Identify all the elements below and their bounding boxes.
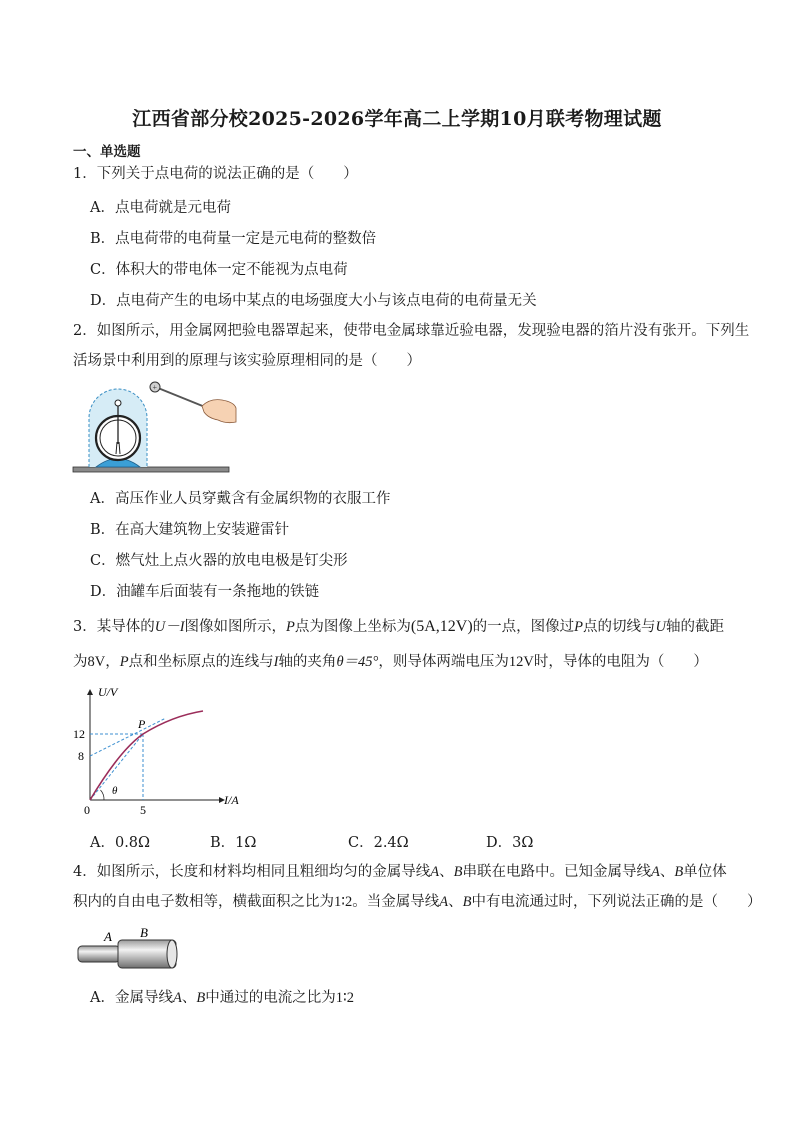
wire-a bbox=[78, 946, 120, 962]
wire-b-end bbox=[167, 940, 177, 968]
point-p-label: P bbox=[138, 717, 146, 731]
q3-option-d: D．3Ω bbox=[486, 835, 534, 851]
q3-stem-line2: 为8V，P点和坐标原点的连线与I轴的夹角θ＝45°，则导体两端电压为12V时，导体的电阻为（ ） bbox=[73, 654, 708, 670]
page-title: 江西省部分校2025-2026学年高二上学期10月联考物理试题 bbox=[132, 108, 662, 130]
q2-option-a: A．高压作业人员穿戴含有金属织物的衣服工作 bbox=[90, 491, 391, 507]
theta-label: θ bbox=[112, 785, 118, 797]
q3-option-a: A．0.8Ω bbox=[90, 835, 151, 851]
section-heading: 一、单选题 bbox=[73, 144, 141, 160]
q2-stem-line1: 2．如图所示，用金属网把验电器罩起来，使带电金属球靠近验电器，发现验电器的箔片没有张开。下列生 bbox=[73, 323, 750, 339]
ui-curve bbox=[90, 711, 203, 800]
ui-graph-figure bbox=[72, 680, 252, 820]
q2-option-d: D．油罐车后面装有一条拖地的铁链 bbox=[90, 584, 320, 600]
q4-stem-line2: 积内的自由电子数相等，横截面积之比为1∶2。当金属导线A、B中有电流通过时，下列说法正确的是（ ） bbox=[73, 894, 762, 910]
hand bbox=[202, 400, 236, 423]
q1-stem: 1．下列关于点电荷的说法正确的是（ ） bbox=[73, 166, 358, 182]
q2-option-b: B．在高大建筑物上安装避雷针 bbox=[90, 522, 290, 538]
q1-option-b: B．点电荷带的电荷量一定是元电荷的整数倍 bbox=[90, 231, 377, 247]
q2-stem-line2: 活场景中利用到的原理与该实验原理相同的是（ ） bbox=[73, 353, 421, 369]
wire-b-label: B bbox=[140, 925, 148, 940]
tick-label-12: 12 bbox=[73, 727, 85, 741]
q3-option-c: C．2.4Ω bbox=[348, 835, 409, 851]
q4-stem-line1: 4．如图所示，长度和材料均相同且粗细均匀的金属导线A、B串联在电路中。已知金属导线A、B单位体 bbox=[73, 864, 727, 880]
angle-arc bbox=[101, 790, 105, 800]
i-axis-label: I/A bbox=[224, 793, 239, 807]
q2-option-c: C．燃气灶上点火器的放电电极是钉尖形 bbox=[90, 553, 348, 569]
wire-a-label: A bbox=[104, 929, 112, 944]
table-plate bbox=[73, 467, 229, 472]
tangent-line bbox=[90, 718, 166, 756]
tick-label-8: 8 bbox=[78, 749, 84, 763]
q3-stem-line1: 3．某导体的U－I图像如图所示，P点为图像上坐标为(5A,12V)的一点，图像过P点的切线与U轴的截距 bbox=[73, 618, 725, 635]
q4-option-a: A．金属导线A、B中通过的电流之比为1∶2 bbox=[90, 990, 354, 1006]
u-axis-label: U/V bbox=[98, 685, 118, 699]
origin-label: 0 bbox=[84, 803, 90, 817]
q1-option-d: D．点电荷产生的电场中某点的电场强度大小与该点电荷的电荷量无关 bbox=[90, 293, 537, 309]
electroscope-knob bbox=[115, 400, 121, 406]
q1-option-c: C．体积大的带电体一定不能视为点电荷 bbox=[90, 262, 348, 278]
plus-sign: + bbox=[152, 383, 158, 392]
q1-option-a: A．点电荷就是元电荷 bbox=[90, 200, 231, 216]
electroscope-figure bbox=[70, 378, 240, 480]
wires-figure bbox=[72, 924, 184, 974]
tick-label-5: 5 bbox=[140, 803, 146, 817]
q3-option-b: B．1Ω bbox=[210, 835, 257, 851]
